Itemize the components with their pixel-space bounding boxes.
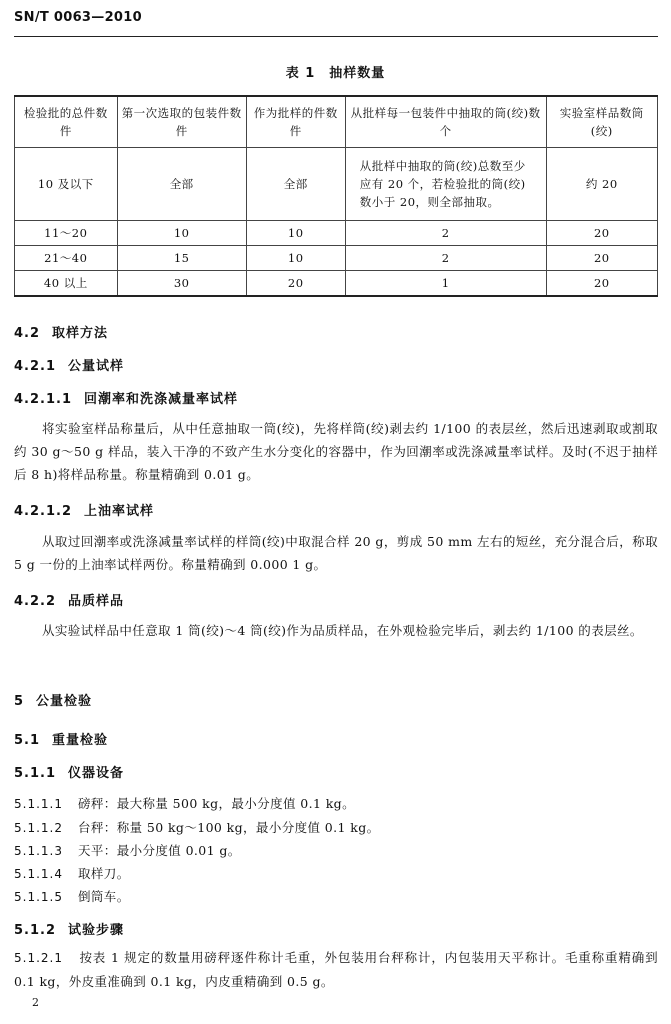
paragraph-4-2-1-2: 从取过回潮率或洗涤减量率试样的样筒(绞)中取混合样 20 g，剪成 50 mm 左右的短丝，充分混合后，称取 5 g 一份的上油率试样两份。称量精确到 0.000 1 g。 xyxy=(14,534,658,572)
table-cell: 20 xyxy=(546,246,657,271)
table-row xyxy=(15,271,658,297)
section-title: 上油率试样 xyxy=(84,504,155,519)
section-number: 4.2.1 xyxy=(14,359,57,374)
item-text: 磅秤：最大称量 500 kg，最小分度值 0.1 kg。 xyxy=(78,796,355,811)
item-number: 5.1.2.1 xyxy=(14,951,63,965)
item-number: 5.1.1.1 xyxy=(14,797,63,811)
section-title: 取样方法 xyxy=(52,326,109,341)
item-number: 5.1.1.3 xyxy=(14,844,63,858)
table-cell: 40 以上 xyxy=(15,271,118,297)
section-title: 公量试样 xyxy=(68,359,125,374)
table-row xyxy=(15,246,658,271)
header-rule xyxy=(14,36,658,37)
paragraph-4-2-2: 从实验试样品中任意取 1 筒(绞)～4 筒(绞)作为品质样品，在外观检验完毕后，剥去约 1/100 的表层丝。 xyxy=(42,623,643,638)
list-item xyxy=(14,864,658,882)
item-text: 按表 1 规定的数量用磅秤逐件称计毛重，外包装用台秤称计，内包装用天平称计。毛重称重精确到 0.1 kg，外皮重准确到 0.1 kg，内皮重精确到 0.5 g。 xyxy=(14,950,658,989)
list-item xyxy=(14,946,658,993)
item-number: 5.1.1.5 xyxy=(14,890,63,904)
table-cell: 10 xyxy=(246,246,345,271)
section-heading-4-2-1-2 xyxy=(14,500,154,519)
section-number: 5 xyxy=(14,694,25,709)
table-cell: 20 xyxy=(546,271,657,297)
table-cell: 1 xyxy=(345,271,546,297)
table-cell: 约 20 xyxy=(546,148,657,221)
table-cell: 10 及以下 xyxy=(15,148,118,221)
item-number: 5.1.1.2 xyxy=(14,821,63,835)
section-heading-4-2-1 xyxy=(14,355,124,374)
table-cell: 15 xyxy=(117,246,246,271)
table-row xyxy=(15,221,658,246)
section-number: 4.2.1.2 xyxy=(14,504,72,519)
table-cell: 2 xyxy=(345,246,546,271)
table-cell: 2 xyxy=(345,221,546,246)
standard-number: SN/T 0063—2010 xyxy=(14,10,142,25)
section-title: 公量检验 xyxy=(36,694,93,709)
item-text: 台秤：称量 50 kg～100 kg，最小分度值 0.1 kg。 xyxy=(78,820,380,835)
section-title: 回潮率和洗涤减量率试样 xyxy=(84,392,239,407)
table-cell: 全部 xyxy=(246,148,345,221)
col-header-batch-samples: 作为批样的件数件 xyxy=(246,96,345,148)
section-title: 重量检验 xyxy=(52,733,109,748)
table-cell: 21～40 xyxy=(15,246,118,271)
paragraph-4-2-1-1: 将实验室样品称量后，从中任意抽取一筒(绞)，先将样筒(绞)剥去约 1/100 的表层丝，然后迅速剥取或割取约 30 g～50 g 样品，装入干净的不致产生水分变化的容器中，作为回潮率或洗涤减量率试样。及时(不迟于抽样后 8 h)将样品称量。称量精确到 0.01 g。 xyxy=(14,421,658,482)
section-title: 品质样品 xyxy=(68,594,125,609)
table-title: 表 1 抽样数量 xyxy=(285,66,386,81)
section-heading-4-2-2 xyxy=(14,590,124,609)
section-title: 试验步骤 xyxy=(68,923,125,938)
section-number: 5.1 xyxy=(14,733,41,748)
table-cell-note: 从批样中抽取的筒(绞)总数至少应有 20 个，若检验批的筒(绞)数小于 20，则全部抽取。 xyxy=(345,148,546,221)
col-header-bobbins-per-package: 从批样每一包装件中抽取的筒(绞)数个 xyxy=(345,96,546,148)
table-header-row xyxy=(15,96,658,148)
section-heading-5-1-2 xyxy=(14,919,124,938)
section-number: 4.2 xyxy=(14,326,41,341)
list-item xyxy=(14,794,658,812)
section-heading-5 xyxy=(14,690,92,709)
table-cell: 11～20 xyxy=(15,221,118,246)
item-text: 天平：最小分度值 0.01 g。 xyxy=(78,843,241,858)
item-text: 倒筒车。 xyxy=(78,889,130,904)
col-header-lab-samples: 实验室样品数筒(绞) xyxy=(546,96,657,148)
item-number: 5.1.1.4 xyxy=(14,867,63,881)
list-item xyxy=(14,887,658,905)
section-number: 4.2.1.1 xyxy=(14,392,72,407)
page-number: 2 xyxy=(32,996,39,1009)
section-title: 仪器设备 xyxy=(68,766,125,781)
table-cell: 10 xyxy=(117,221,246,246)
list-item xyxy=(14,818,658,836)
section-heading-5-1-1 xyxy=(14,762,124,781)
table-cell: 20 xyxy=(246,271,345,297)
col-header-total-pieces: 检验批的总件数件 xyxy=(15,96,118,148)
table-cell: 30 xyxy=(117,271,246,297)
section-number: 5.1.2 xyxy=(14,923,57,938)
section-heading-4-2-1-1 xyxy=(14,388,238,407)
section-number: 4.2.2 xyxy=(14,594,57,609)
table-cell: 20 xyxy=(546,221,657,246)
sampling-table xyxy=(14,95,658,297)
table-cell: 全部 xyxy=(117,148,246,221)
section-heading-4-2 xyxy=(14,322,108,341)
col-header-first-selection: 第一次选取的包装件数件 xyxy=(117,96,246,148)
section-number: 5.1.1 xyxy=(14,766,57,781)
list-item xyxy=(14,841,658,859)
table-cell: 10 xyxy=(246,221,345,246)
section-heading-5-1 xyxy=(14,729,108,748)
item-text: 取样刀。 xyxy=(78,866,130,881)
table-row xyxy=(15,148,658,221)
